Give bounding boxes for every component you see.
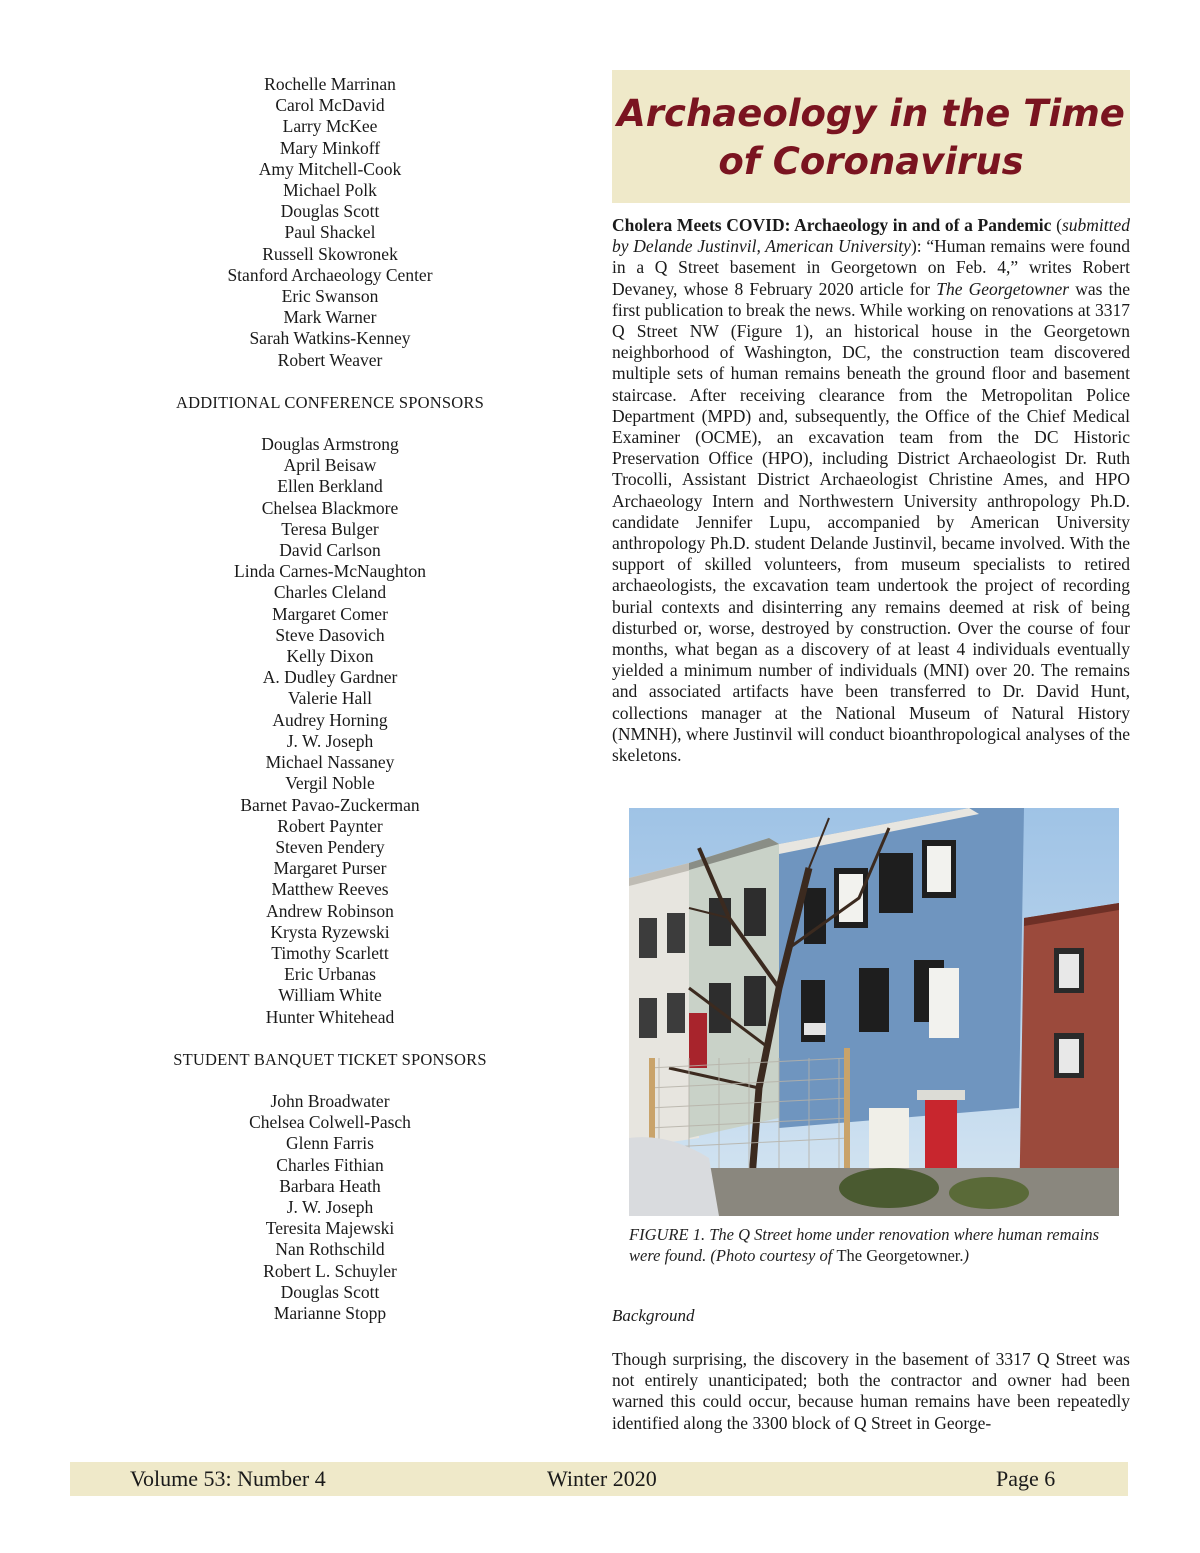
sponsor-name: Charles Cleland xyxy=(273,582,387,603)
footer-volume: Volume 53: Number 4 xyxy=(130,1466,326,1491)
sponsor-name: John Broadwater xyxy=(270,1090,390,1111)
sponsor-name: Ellen Berkland xyxy=(277,476,383,497)
sponsor-name: Douglas Scott xyxy=(280,1281,380,1302)
sponsor-name: Robert L. Schuyler xyxy=(263,1260,397,1281)
sponsor-name: David Carlson xyxy=(279,540,381,561)
article-lead: Cholera Meets COVID: Archaeology in and of a Pandemic xyxy=(612,215,1052,235)
sponsor-name: Timothy Scarlett xyxy=(271,942,389,963)
sponsor-list-top xyxy=(130,74,530,371)
submitted-by: submitted by Delande Justinvil, American University xyxy=(612,215,1130,257)
sponsor-name: Paul Shackel xyxy=(284,222,376,243)
title-line-1: Archaeology in the Time xyxy=(617,92,1125,135)
sponsor-name: Chelsea Colwell-Pasch xyxy=(249,1112,411,1133)
article-text-1: ): “Human remains were found in a Q Street basement in Georgetown on Feb. 4,” writes Robert Devaney, whose 8 February 2020 article for xyxy=(612,236,1130,299)
article-text-2: was the first publication to break the news. While working on renovations at 3317 Q Street NW (Figure 1), an historical house in the Georgetown neighborhood of Washington, DC, the construction team discovered multiple sets of human remains beneath the ground floor and basement staircase. After receiving clearance from the Metropolitan Police Department (MPD) and, subsequently, the Office of the Chief Medical Examiner (OCME), an excavation team from the DC Historic Preservation Office (HPO), including District Archaeologist Dr. Ruth Trocolli, Assistant District Archaeologist Christine Ames, and HPO Archaeology Intern and Northwestern University anthropology Ph.D. candidate Jennifer Lupu, accompanied by American University anthropology Ph.D. student Delande Justinvil, became involved. With the support of skilled volunteers, from museum specialists to retired archaeologists, the excavation team undertook the project of recording burial contexts and disinterring any remains deemed at risk of being disturbed or, worse, destroyed by construction. Over the course of four months, what began as a discovery of at least 4 individuals eventually yielded a minimum number of individuals (MNI) over 20. The remains and associated artifacts have been transferred to Dr. David Hunt, collections manager at the National Museum of Natural History (NMNH), where Justinvil will conduct bioanthropological analyses of the skeletons. xyxy=(612,278,1130,766)
sponsor-name: J. W. Joseph xyxy=(286,730,374,751)
sponsor-lists xyxy=(130,74,530,1324)
sponsor-name: Michael Polk xyxy=(283,180,377,201)
sponsor-name: Stanford Archaeology Center xyxy=(227,264,433,285)
article-body xyxy=(612,215,1130,766)
sponsor-name: Glenn Farris xyxy=(286,1133,374,1154)
sponsor-name: Larry McKee xyxy=(282,116,378,137)
background-paragraph: Though surprising, the discovery in the basement of 3317 Q Street was not entirely unanticipated; both the contractor and owner had been warned this could occur, because human remains have been repeatedly identified along the 3300 block of Q Street in George- xyxy=(612,1349,1130,1433)
sponsor-name: Matthew Reeves xyxy=(271,879,389,900)
sponsor-name: Nan Rothschild xyxy=(275,1239,385,1260)
sponsor-name: Barbara Heath xyxy=(279,1175,381,1196)
sponsor-name: Andrew Robinson xyxy=(266,900,394,921)
additional-sponsors-heading: ADDITIONAL CONFERENCE SPONSORS xyxy=(176,392,484,412)
page-footer xyxy=(70,1462,1128,1496)
paren-open: ( xyxy=(1051,215,1062,235)
figure-1-photo xyxy=(629,808,1119,1216)
sponsor-name: Carol McDavid xyxy=(275,95,385,116)
sponsor-name: Steven Pendery xyxy=(275,836,385,857)
sponsor-name: Russell Skowronek xyxy=(262,243,398,264)
sponsor-name: Rochelle Marrinan xyxy=(264,74,396,94)
sponsor-name: J. W. Joseph xyxy=(286,1196,374,1217)
title-line-2: of Coronavirus xyxy=(718,140,1024,183)
sponsor-name: Michael Nassaney xyxy=(265,752,395,773)
sponsor-name: William White xyxy=(278,985,382,1006)
sponsor-name: Teresita Majewski xyxy=(265,1218,395,1239)
sponsor-name: Chelsea Blackmore xyxy=(261,497,399,518)
sponsor-name: Amy Mitchell-Cook xyxy=(258,158,402,179)
sponsor-name: Douglas Scott xyxy=(280,201,380,222)
sponsor-name: Robert Paynter xyxy=(277,815,383,836)
sponsor-name: Eric Swanson xyxy=(281,286,379,307)
sponsor-name: A. Dudley Gardner xyxy=(262,667,398,688)
sponsor-name: Audrey Horning xyxy=(272,709,388,730)
article-title xyxy=(612,90,1130,186)
student-sponsors-heading: STUDENT BANQUET TICKET SPONSORS xyxy=(173,1049,487,1069)
article-title-panel xyxy=(612,70,1130,203)
footer-season: Winter 2020 xyxy=(547,1466,657,1491)
sponsor-name: Barnet Pavao-Zuckerman xyxy=(240,794,420,815)
footer-page-number: Page 6 xyxy=(996,1466,1056,1491)
sponsor-name: April Beisaw xyxy=(283,455,377,476)
section-subheading: Background xyxy=(612,1306,695,1325)
sponsor-name: Linda Carnes-McNaughton xyxy=(234,561,426,582)
sponsor-name: Charles Fithian xyxy=(276,1154,384,1175)
sponsor-name: Teresa Bulger xyxy=(281,518,379,539)
sponsor-name: Mary Minkoff xyxy=(279,137,381,158)
additional-sponsor-list xyxy=(130,434,530,1028)
caption-text: FIGURE 1. The Q Street home under renovation where human remains were found. (Photo courtesy of xyxy=(629,1225,1100,1265)
sponsor-name: Marianne Stopp xyxy=(273,1302,387,1323)
sponsor-name: Margaret Comer xyxy=(272,603,388,624)
sponsor-name: Kelly Dixon xyxy=(286,646,374,667)
sponsor-name: Krysta Ryzewski xyxy=(270,921,390,942)
sponsor-name: Robert Weaver xyxy=(277,349,383,370)
sponsor-name: Hunter Whitehead xyxy=(265,1006,395,1027)
caption-source: The Georgetowner. xyxy=(836,1246,964,1265)
sponsor-name: Eric Urbanas xyxy=(284,964,376,985)
caption-close: ) xyxy=(963,1246,970,1265)
sponsor-name: Douglas Armstrong xyxy=(261,434,399,455)
figure-caption xyxy=(629,1224,1119,1266)
sponsor-name: Steve Dasovich xyxy=(275,624,385,645)
sponsor-name: Sarah Watkins-Kenney xyxy=(249,328,411,349)
sponsor-name: Mark Warner xyxy=(283,307,377,328)
publication-name: The Georgetowner xyxy=(936,278,1070,299)
sponsor-name: Valerie Hall xyxy=(287,688,373,709)
student-sponsor-list xyxy=(130,1091,530,1324)
sponsor-name: Margaret Purser xyxy=(273,858,387,879)
sponsor-name: Vergil Noble xyxy=(285,773,375,794)
